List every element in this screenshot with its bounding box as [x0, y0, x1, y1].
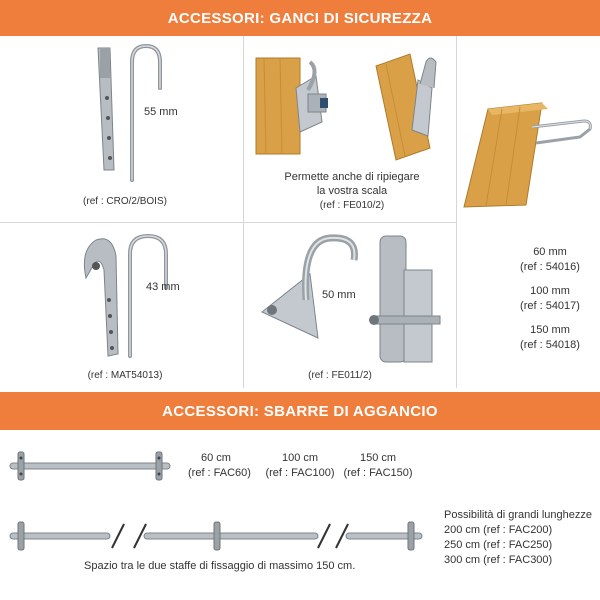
side-variant-size-100: 100 mm [530, 285, 570, 297]
side-variant-size-150: 150 mm [530, 324, 570, 336]
short-bar-size-100: 100 cm [281, 452, 319, 464]
short-bar-ref-fac150: (ref : FAC150) [343, 467, 413, 479]
long-bar-fac200: 200 cm (ref : FAC200) [444, 524, 553, 536]
fe010-ref: (ref : FE010/2) [319, 200, 385, 211]
grid-divider-horizontal [0, 222, 456, 223]
cro-measure: 55 mm [144, 106, 178, 118]
long-bar-fac250: 250 cm (ref : FAC250) [444, 539, 553, 551]
side-variant-ref-54017: (ref : 54017) [520, 300, 580, 312]
fe011-ref: (ref : FE011/2) [308, 370, 372, 381]
hooks-section-title: ACCESSORI: GANCI DI SICUREZZA [167, 9, 433, 27]
fe010-note-line2: la vostra scala [316, 185, 388, 197]
hook-mat-illustration [76, 230, 196, 362]
mat-ref: (ref : MAT54013) [87, 370, 163, 381]
side-variant-ref-54018: (ref : 54018) [520, 339, 580, 351]
grid-divider-vertical-1 [243, 36, 244, 388]
hooks-section-banner [0, 0, 600, 36]
short-bar-illustration [0, 446, 190, 486]
mat-measure: 43 mm [146, 281, 180, 293]
side-variant-ref-54016: (ref : 54016) [520, 261, 580, 273]
short-bar-size-60: 60 cm [201, 452, 231, 464]
bars-section-banner [0, 392, 600, 430]
rung-hook-illustration [462, 95, 598, 215]
long-bar-fac300: 300 cm (ref : FAC300) [444, 554, 553, 566]
side-variant-size-60: 60 mm [533, 246, 567, 258]
long-bar-title: Possibilità di grandi lunghezze [444, 509, 592, 521]
hook-fe010-illustration [250, 44, 450, 164]
short-bar-ref-fac60: (ref : FAC60) [188, 467, 251, 479]
bars-section-title: ACCESSORI: SBARRE DI AGGANCIO [162, 402, 438, 420]
hook-cro-illustration [80, 40, 200, 190]
cro-ref: (ref : CRO/2/BOIS) [83, 196, 167, 207]
fe011-measure: 50 mm [322, 289, 356, 301]
fe010-note-line1: Permette anche di ripiegare [284, 171, 420, 183]
bars-spacing-note: Spazio tra le due staffe di fissaggio di massimo 150 cm. [84, 560, 356, 572]
grid-divider-vertical-2 [456, 36, 457, 388]
short-bar-ref-fac100: (ref : FAC100) [265, 467, 335, 479]
long-bar-illustration [0, 518, 430, 558]
short-bar-size-150: 150 cm [359, 452, 397, 464]
